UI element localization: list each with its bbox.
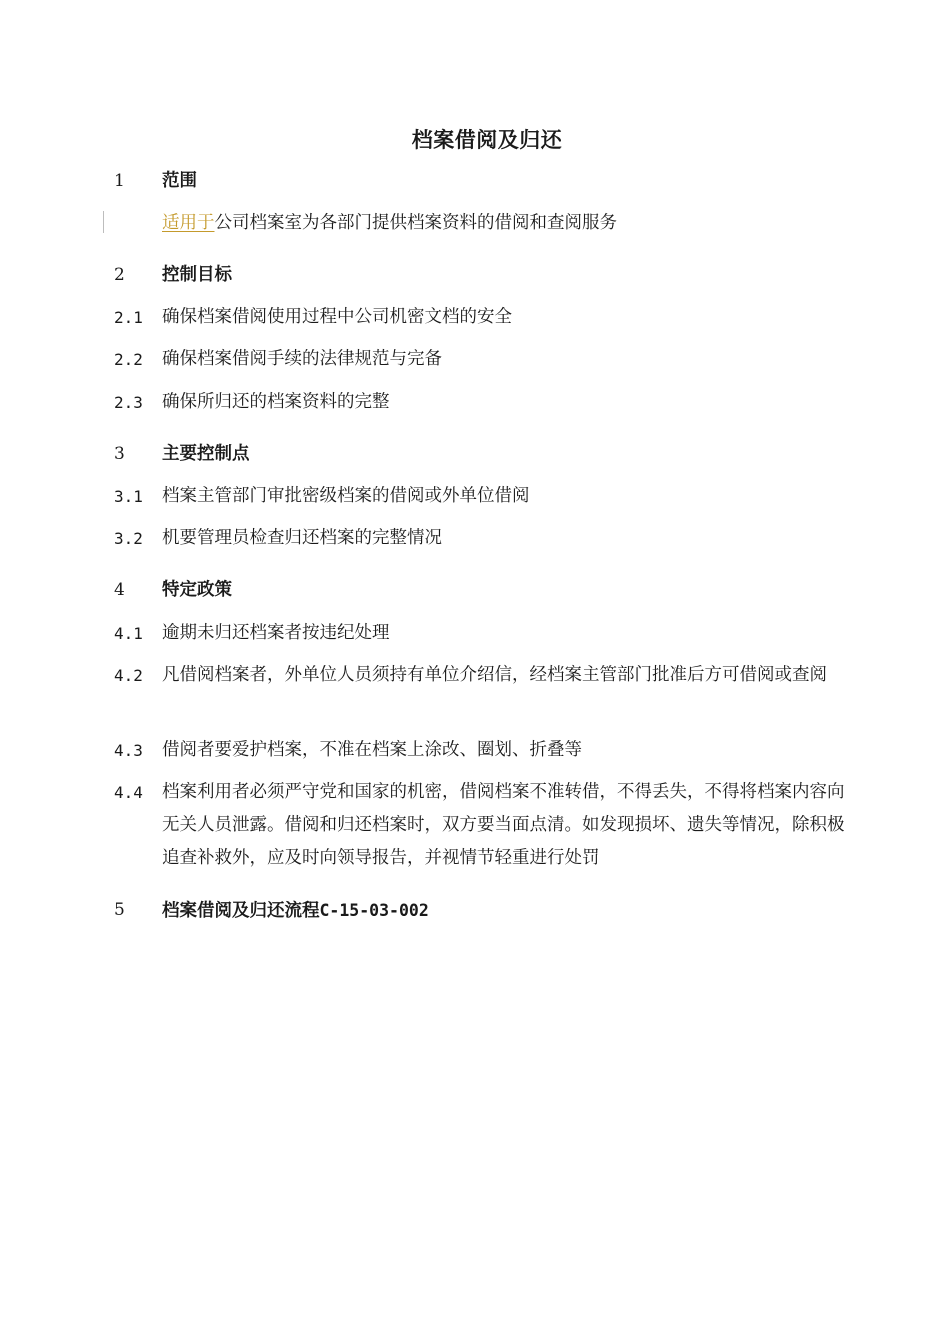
item-number: 2.2 [114,350,143,369]
list-item [114,480,859,513]
list-item [114,734,859,767]
section-number: 4 [114,580,125,600]
item-number: 2.1 [114,308,143,327]
section-title: 档案借阅及归还流程 [162,901,320,921]
section-number: 2 [114,265,125,285]
list-item [114,301,859,334]
item-number: 4.3 [114,741,143,760]
section-number: 5 [114,900,125,920]
applies-to-link[interactable]: 适用于 [162,213,215,233]
list-item [114,776,859,875]
item-text: 确保档案借阅手续的法律规范与完备 [162,349,442,369]
item-text: 凡借阅档案者，外单位人员须持有单位介绍信，经档案主管部门批准后方可借阅或查阅 [162,665,827,685]
item-number: 4.1 [114,624,143,643]
section-title: 范围 [162,171,197,191]
scope-paragraph [114,207,859,240]
revision-margin-mark [103,211,104,233]
item-number: 3.2 [114,529,143,548]
list-item [114,522,859,555]
section-title: 主要控制点 [162,444,250,464]
item-text: 确保所归还的档案资料的完整 [162,392,390,412]
section-heading-control-points [114,438,859,471]
process-code: C-15-03-002 [319,901,429,920]
item-number: 4.4 [114,783,143,802]
scope-text: 公司档案室为各部门提供档案资料的借阅和查阅服务 [214,213,617,233]
list-item [114,343,859,376]
section-number: 1 [114,171,125,191]
item-text: 机要管理员检查归还档案的完整情况 [162,528,442,548]
list-item [114,659,859,692]
section-heading-policies [114,574,859,607]
item-text: 档案利用者必须严守党和国家的机密，借阅档案不准转借，不得丢失，不得将档案内容向无关人员泄露。借阅和归还档案时，双方要当面点清。如发现损坏、遗失等情况，除积极追查补救外，应及时向领导报告，并视情节轻重进行处罚 [162,782,845,868]
section-number: 3 [114,444,125,464]
section-title: 特定政策 [162,580,232,600]
item-text: 档案主管部门审批密级档案的借阅或外单位借阅 [162,486,530,506]
item-text: 逾期未归还档案者按违纪处理 [162,623,390,643]
list-item [114,386,859,419]
item-number: 4.2 [114,666,143,685]
document-title: 档案借阅及归还 [411,127,563,152]
section-title: 控制目标 [162,265,232,285]
item-number: 3.1 [114,487,143,506]
section-heading-scope [114,165,859,198]
section-heading-objectives [114,259,859,292]
section-heading-process [114,894,859,928]
item-text: 借阅者要爱护档案，不准在档案上涂改、圈划、折叠等 [162,740,582,760]
item-number: 2.3 [114,393,143,412]
list-item [114,617,859,650]
item-text: 确保档案借阅使用过程中公司机密文档的安全 [162,307,512,327]
